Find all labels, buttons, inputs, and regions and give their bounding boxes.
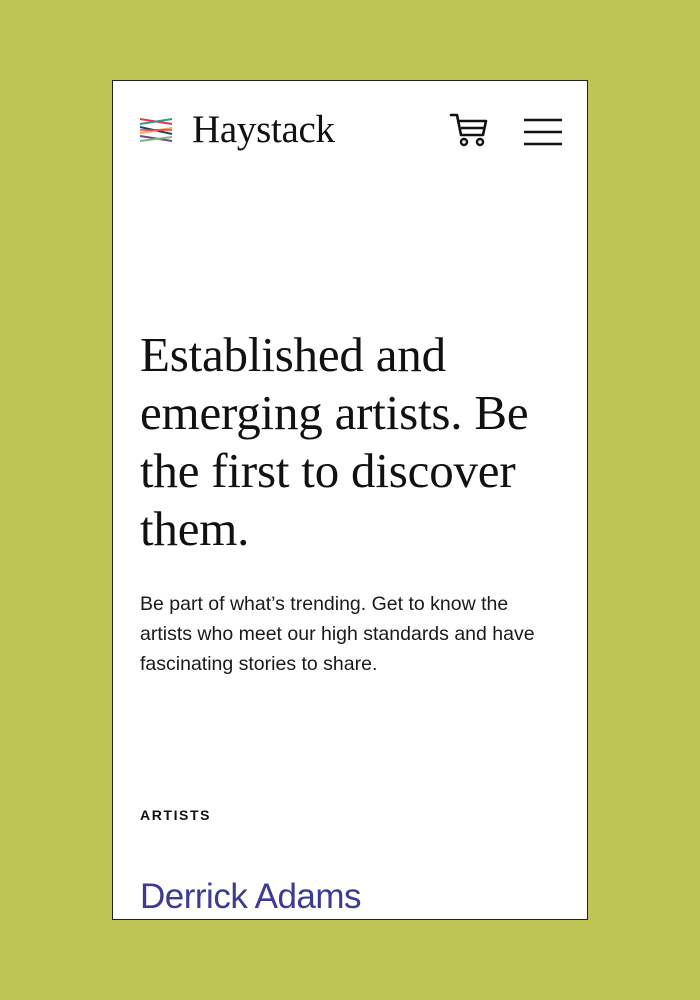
site-header: [113, 81, 587, 181]
haystack-logo-icon[interactable]: [139, 115, 173, 145]
hero-headline: Established and emerging artists. Be the first to discover them.: [140, 327, 529, 556]
brand-name[interactable]: Haystack: [192, 108, 335, 151]
menu-button[interactable]: [522, 117, 564, 147]
mobile-screen: [112, 80, 588, 920]
hamburger-menu-icon: [522, 117, 564, 147]
cart-icon: [449, 111, 489, 149]
artists-section-label: ARTISTS: [140, 807, 212, 823]
artist-link[interactable]: Derrick Adams: [140, 877, 362, 916]
hero-subtext: Be part of what’s trending. Get to know the artists who meet our high standards and have fascinating stories to share.: [140, 593, 535, 675]
cart-button[interactable]: [449, 111, 489, 149]
